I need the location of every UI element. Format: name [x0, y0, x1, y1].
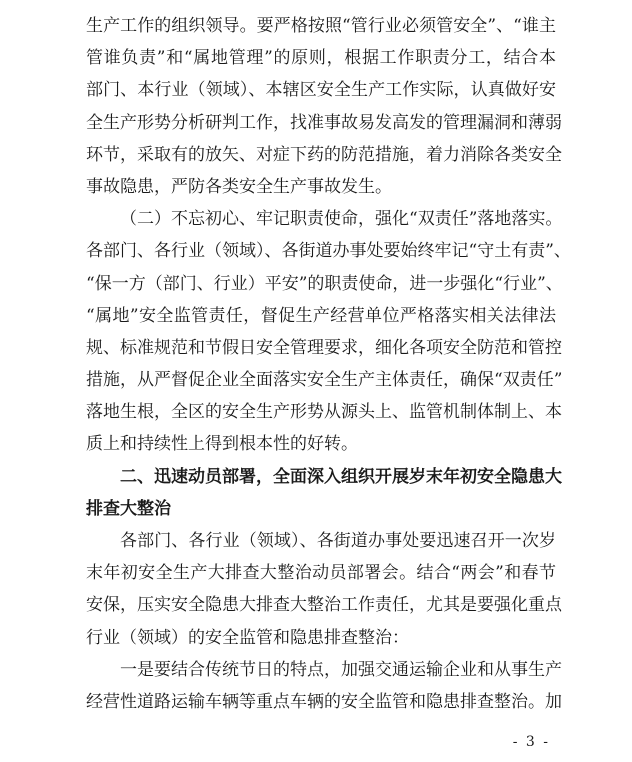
text-line: “保一方（部门、行业）平安”的职责使命，进一步强化“行业”、: [86, 273, 563, 294]
text-line: 落地生根，全区的安全生产形势从源头上、监管机制体制上、本: [86, 402, 562, 423]
body-text: [86, 10, 571, 718]
text-line: 各部门、各行业（领域）、各街道办事处要始终牢记“守土有责”、: [86, 241, 571, 262]
text-line: “属地”安全监管责任，督促生产经营单位严格落实相关法律法: [86, 305, 556, 326]
text-line: 措施，从严督促企业全面落实安全生产主体责任，确保“双责任”: [86, 370, 563, 391]
section-heading-continued: 排查大整治: [86, 498, 171, 519]
text-line: 管谁负责”和“属地管理”的原则，根据工作职责分工，结合本: [86, 48, 556, 69]
text-line: 事故隐患，严防各类安全生产事故发生。: [86, 176, 392, 197]
text-line: 全生产形势分析研判工作，找准事故易发高发的管理漏洞和薄弱: [86, 112, 562, 133]
text-line: 各部门、各行业（领域）、各街道办事处要迅速召开一次岁: [120, 531, 556, 551]
page-number: - 3 -: [512, 734, 550, 750]
text-line: 经营性道路运输车辆等重点车辆的安全监管和隐患排查整治。加: [86, 691, 562, 712]
text-line: 规、标准规范和节假日安全管理要求，细化各项安全防范和管控: [86, 337, 562, 358]
section-subheading: （二）不忘初心、牢记职责使命，强化“双责任”落地落实。: [120, 209, 563, 230]
text-line: 末年初安全生产大排查大整治动员部署会。结合“两会”和春节: [86, 563, 556, 584]
text-line: 一是要结合传统节日的特点，加强交通运输企业和从事生产: [120, 659, 562, 680]
section-heading: 二、迅速动员部署，全面深入组织开展岁末年初安全隐患大: [120, 466, 562, 487]
text-line: 质上和持续性上得到根本性的好转。: [86, 434, 358, 455]
text-line: 安保，压实安全隐患大排查大整治工作责任，尤其是要强化重点: [86, 595, 562, 616]
text-line: 行业（领域）的安全监管和隐患排查整治：: [86, 627, 409, 648]
text-line: 环节，采取有的放矢、对症下药的防范措施，着力消除各类安全: [86, 144, 562, 165]
text-line: 生产工作的组织领导。要严格按照“管行业必须管安全”、“谁主: [86, 16, 556, 36]
text-line: 部门、本行业（领域）、本辖区安全生产工作实际，认真做好安: [86, 80, 556, 101]
